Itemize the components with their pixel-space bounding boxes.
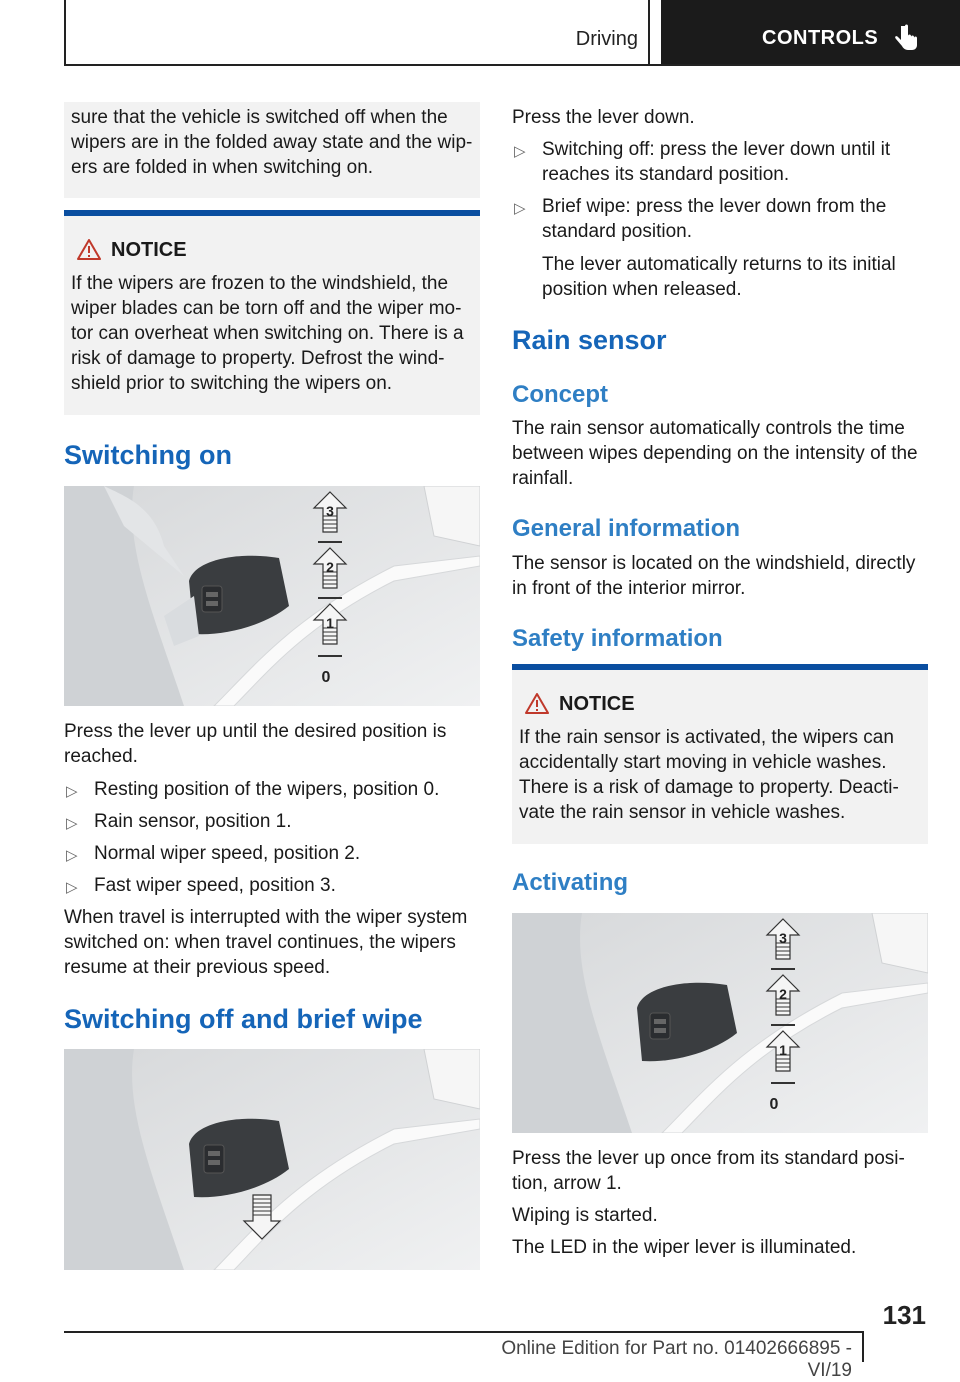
bullet-item-1: Resting position of the wipers, position 0. (94, 779, 440, 800)
heading-activating: Activating (512, 869, 629, 896)
heading-switching-off: Switching off and brief wipe (64, 1004, 423, 1034)
fig3-label-2: 2 (779, 986, 787, 1002)
notice2-line-3: There is a risk of damage to property. Deacti- (519, 777, 899, 798)
warning-icon (525, 692, 549, 714)
activating-line-2: tion, arrow 1. (512, 1173, 622, 1194)
header-rule (64, 64, 960, 66)
header-left-tick (64, 0, 66, 66)
para-press-down: Press the lever down. (512, 107, 695, 128)
bullet-triangle-icon: ▷ (66, 783, 78, 800)
led-illuminated: The LED in the wiper lever is illuminated. (512, 1237, 857, 1258)
bullet-down-2-line-1: Brief wipe: press the lever down from the (542, 196, 887, 217)
continued-line-3: ers are folded in when switching on. (71, 157, 374, 178)
figure-wiper-lever-up (64, 486, 480, 706)
heading-switching-on: Switching on (64, 440, 232, 470)
footer-rule (64, 1331, 862, 1333)
concept-line-3: rainfall. (512, 468, 574, 489)
bullet-triangle-icon: ▷ (66, 815, 78, 832)
heading-safety-information: Safety information (512, 625, 723, 652)
fig1-label-3: 3 (326, 503, 334, 519)
header-tab (661, 0, 960, 64)
concept-line-2: between wipes depending on the intensity of the (512, 443, 918, 464)
heading-concept: Concept (512, 381, 608, 408)
lever-illustration (64, 486, 480, 706)
notice2-line-2: accidentally start moving in vehicle washes. (519, 752, 887, 773)
brief-wipe-note-line-1: The lever automatically returns to its initial (542, 254, 896, 275)
bullet-triangle-icon: ▷ (514, 200, 526, 217)
para-interrupted-line-1: When travel is interrupted with the wiper system (64, 907, 468, 928)
footer-tick (862, 1331, 864, 1362)
notice-line-4: risk of damage to property. Defrost the wind- (71, 348, 445, 369)
bullet-triangle-icon: ▷ (66, 847, 78, 864)
fig3-label-3: 3 (779, 930, 787, 946)
notice-line-5: shield prior to switching the wipers on. (71, 373, 393, 394)
fig1-label-1: 1 (326, 615, 334, 631)
brief-wipe-note-line-2: position when released. (542, 279, 742, 300)
lever-illustration (512, 913, 928, 1133)
page-number: 131 (882, 1300, 926, 1330)
fig1-label-2: 2 (326, 559, 334, 575)
notice2-line-1: If the rain sensor is activated, the wipers can (519, 727, 894, 748)
warning-icon (77, 238, 101, 260)
notice-title: NOTICE (111, 239, 187, 261)
notice-line-3: tor can overheat when switching on. There is a (71, 323, 464, 344)
continued-line-1: sure that the vehicle is switched off when the (71, 107, 448, 128)
general-line-1: The sensor is located on the windshield, directly (512, 553, 916, 574)
notice-title: NOTICE (559, 693, 635, 715)
concept-line-1: The rain sensor automatically controls the time (512, 418, 905, 439)
pointing-hand-icon (893, 24, 919, 52)
notice2-line-4: vate the rain sensor in vehicle washes. (519, 802, 846, 823)
para-interrupted-line-2: switched on: when travel continues, the wipers (64, 932, 456, 953)
figure-rain-sensor-activating (512, 913, 928, 1133)
bullet-item-2: Rain sensor, position 1. (94, 811, 292, 832)
notice-line-1: If the wipers are frozen to the windshield, the (71, 273, 449, 294)
footer-edition: Online Edition for Part no. 01402666895 - VI/19 (501, 1338, 852, 1381)
fig3-label-0: 0 (769, 1096, 779, 1113)
bullet-down-2-line-2: standard position. (542, 221, 692, 242)
fig3-label-1: 1 (779, 1042, 787, 1058)
lever-illustration (64, 1049, 480, 1270)
bullet-item-4: Fast wiper speed, position 3. (94, 875, 336, 896)
wiping-started: Wiping is started. (512, 1205, 658, 1226)
para-interrupted-line-3: resume at their previous speed. (64, 957, 331, 978)
bullet-down-1-line-1: Switching off: press the lever down until it (542, 139, 891, 160)
notice-line-2: wiper blades can be torn off and the wiper mo- (71, 298, 462, 319)
activating-line-1: Press the lever up once from its standard posi- (512, 1148, 905, 1169)
bullet-triangle-icon: ▷ (514, 143, 526, 160)
bullet-item-3: Normal wiper speed, position 2. (94, 843, 361, 864)
figure-wiper-lever-down (64, 1049, 480, 1270)
header-mid-tick (648, 0, 650, 66)
bullet-triangle-icon: ▷ (66, 879, 78, 896)
fig1-label-0: 0 (321, 669, 331, 686)
header-section-label: Driving (575, 28, 638, 50)
general-line-2: in front of the interior mirror. (512, 578, 746, 599)
heading-rain-sensor: Rain sensor (512, 325, 667, 355)
bullet-down-1-line-2: reaches its standard position. (542, 164, 790, 185)
continued-line-2: wipers are in the folded away state and the wip- (71, 132, 473, 153)
header-tab-label: CONTROLS (762, 27, 879, 49)
para-press-up-line-2: reached. (64, 746, 138, 767)
para-press-up-line-1: Press the lever up until the desired position is (64, 721, 447, 742)
heading-general-information: General information (512, 515, 741, 542)
